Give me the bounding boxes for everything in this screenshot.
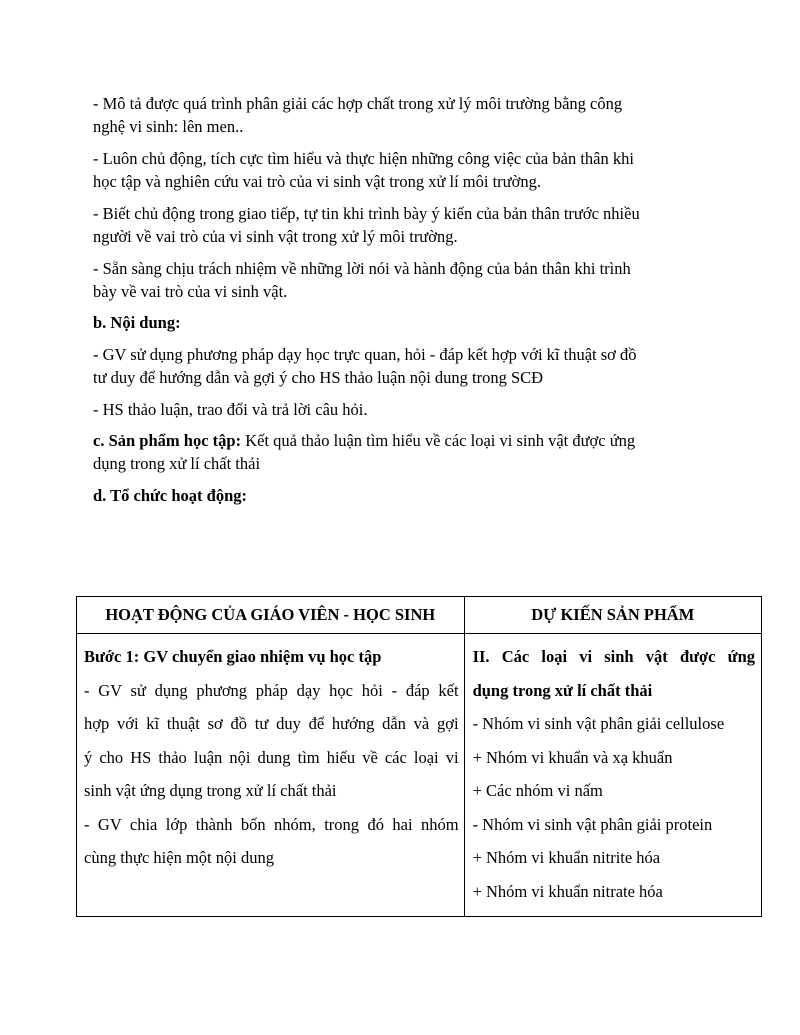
paragraph-4 [93,257,723,304]
header-teacher-student-activity: HOẠT ĐỘNG CỦA GIÁO VIÊN - HỌC SINH [77,597,465,634]
step-title: Bước 1: GV chuyển giao nhiệm vụ học tập [84,647,382,666]
paragraph-1 [93,92,723,139]
paragraph-2 [93,147,723,194]
paragraph-line: - GV sử dụng phương pháp dạy học trực quan, hỏi - đáp kết hợp với kĩ thuật sơ đồ [93,344,637,364]
paragraph-line: nghệ vi sinh: lên men.. [93,117,244,137]
paragraph-3 [93,202,723,249]
section-c-label: c. Sản phẩm học tập: [93,431,242,451]
product-title: II. Các loại vi sinh vật được ứng [472,647,755,666]
paragraph-line: - HS thảo luận, trao đổi và trả lời câu hỏi. [93,399,368,419]
table-row [77,634,762,917]
paragraph-line: - Biết chủ động trong giao tiếp, tự tin khi trình bày ý kiến của bản thân trước nhiều [93,203,640,223]
section-d-heading: d. Tổ chức hoạt động: [93,485,248,505]
product-item: + Các nhóm vi nấm [472,781,603,800]
section-c-text: Kết quả thảo luận tìm hiểu về các loại vi sinh vật được ứng [241,431,636,451]
product-item: + Nhóm vi khuẩn nitrite hóa [472,848,661,867]
paragraph-line: người về vai trò của vi sinh vật trong xử lý môi trường. [93,227,458,247]
paragraph-line: - Sẵn sàng chịu trách nhiệm về những lời nói và hành động của bản thân khi trình [93,258,631,278]
section-b-paragraph [93,343,723,390]
section-b-heading: b. Nội dung: [93,313,181,333]
product-item: + Nhóm vi khuẩn nitrate hóa [472,881,663,901]
paragraph-line: tư duy để hướng dẫn và gợi ý cho HS thảo luận nội dung trong SCĐ [93,368,544,388]
paragraph-line: - Luôn chủ động, tích cực tìm hiểu và thực hiện những công việc của bản thân khi [93,148,634,168]
paragraph-line: - Mô tả được quá trình phân giải các hợp chất trong xử lý môi trường bằng công [93,94,623,113]
paragraph-line [93,429,723,452]
activity-line: - GV chia lớp thành bốn nhóm, trong đó hai nhóm [84,814,459,834]
section-c-paragraph [93,429,723,476]
document-body [93,92,723,515]
product-item: + Nhóm vi khuẩn và xạ khuẩn [472,747,673,767]
activity-line: sinh vật ứng dụng trong xử lí chất thải [84,781,337,800]
product-title-cont: dụng trong xử lí chất thải [472,680,653,700]
table-header-row [77,597,762,634]
activity-line: hợp với kĩ thuật sơ đồ tư duy để hướng dẫn và gợi [84,714,459,733]
section-b-paragraph-2 [93,398,723,421]
product-item: - Nhóm vi sinh vật phân giải cellulose [472,714,725,733]
header-expected-product: DỰ KIẾN SẢN PHẨM [464,597,761,634]
activity-line: - GV sử dụng phương pháp dạy học hỏi - đáp kết [84,680,459,700]
paragraph-line: dụng trong xử lí chất thải [93,454,261,474]
activity-line: cùng thực hiện một nội dung [84,848,274,867]
paragraph-line: bày về vai trò của vi sinh vật. [93,281,288,301]
product-item: - Nhóm vi sinh vật phân giải protein [472,814,713,834]
paragraph-line: học tập và nghiên cứu vai trò của vi sinh vật trong xử lí môi trường. [93,172,541,192]
activity-cell [77,634,465,917]
product-cell [464,634,761,917]
activity-line: ý cho HS thảo luận nội dung tìm hiểu về các loại vi [84,747,459,767]
activity-table [76,596,762,917]
